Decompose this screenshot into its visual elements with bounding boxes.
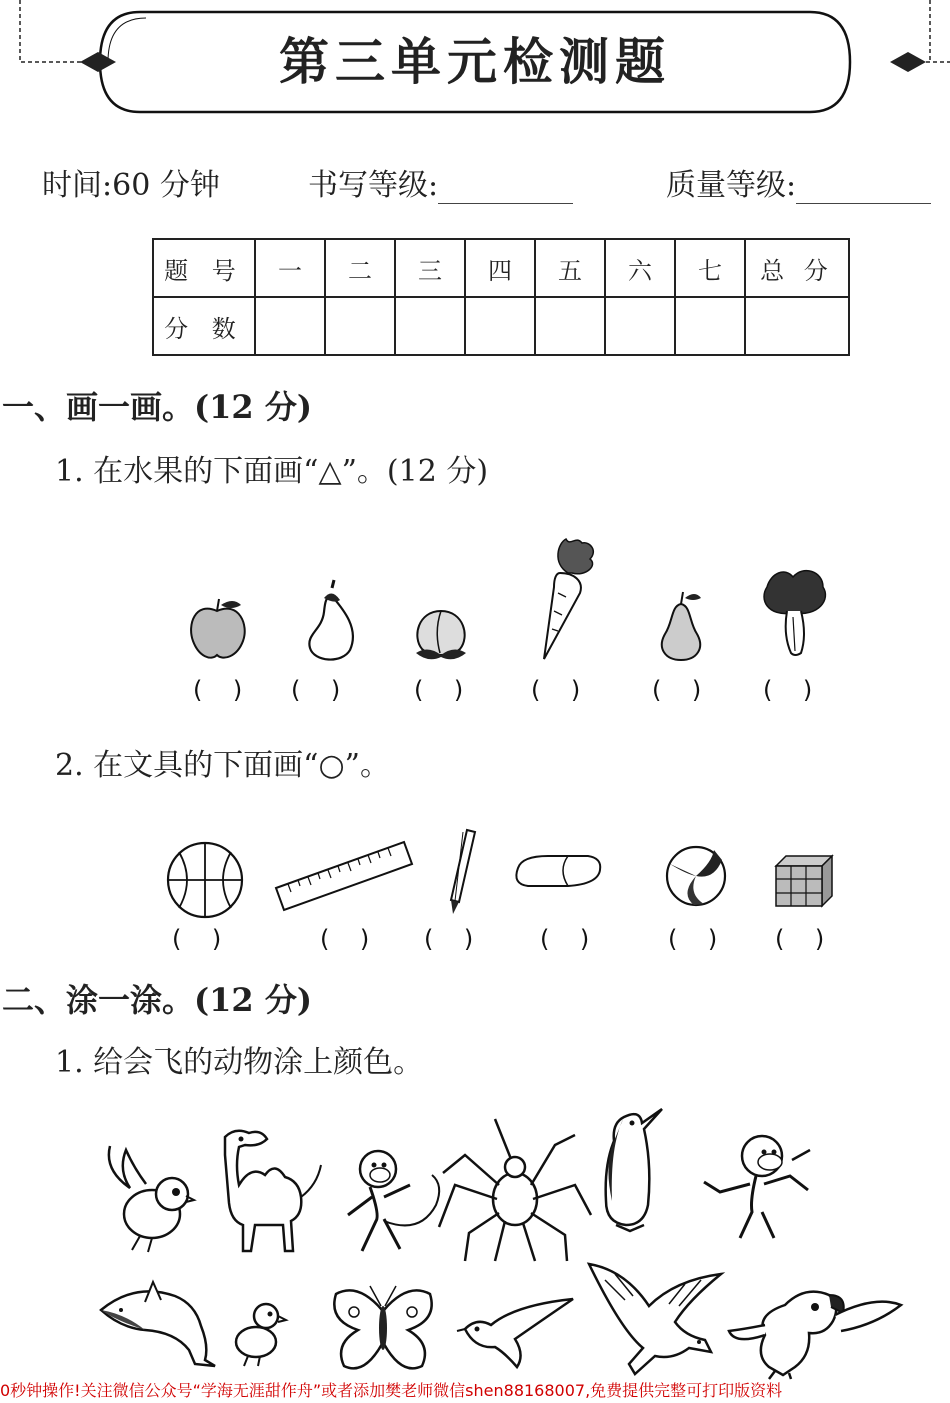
- answer-paren[interactable]: ( ): [193, 676, 243, 704]
- score-table: [152, 238, 850, 356]
- quality-grade-label: [666, 160, 931, 204]
- pear-icon: [655, 590, 710, 662]
- pencil-icon: [445, 826, 480, 916]
- butterfly-icon[interactable]: [328, 1280, 438, 1380]
- score-cell[interactable]: [535, 297, 605, 355]
- footer-watermark: 0秒钟操作!关注微信公众号“学海无涯甜作舟”或者添加樊老师微信shen88168007,免费提供完整可打印版资料: [0, 1381, 783, 1400]
- score-cell[interactable]: [255, 297, 325, 355]
- section1-q1: 1. 在水果的下面画“△”。(12 分): [55, 454, 489, 489]
- answer-paren[interactable]: ( ): [320, 925, 370, 953]
- answer-paren[interactable]: ( ): [291, 676, 341, 704]
- writing-grade-blank[interactable]: [438, 202, 573, 204]
- score-table-row-label: 分 数: [153, 297, 255, 355]
- carrot-icon: [530, 533, 605, 663]
- score-cell[interactable]: [465, 297, 535, 355]
- bird-icon[interactable]: [100, 1140, 195, 1255]
- eagle-icon[interactable]: [585, 1260, 725, 1380]
- penguin-icon[interactable]: [600, 1105, 665, 1235]
- monkey-icon[interactable]: [340, 1145, 450, 1260]
- spinach-icon: [757, 565, 832, 660]
- score-cell[interactable]: [395, 297, 465, 355]
- writing-grade-text: 书写等级:: [308, 168, 439, 203]
- score-col-header: 七: [675, 239, 745, 297]
- score-col-header: 四: [465, 239, 535, 297]
- chick-icon[interactable]: [228, 1300, 288, 1370]
- score-col-header: 六: [605, 239, 675, 297]
- dolphin-icon[interactable]: [95, 1280, 220, 1370]
- camel-icon[interactable]: [205, 1125, 325, 1260]
- score-col-header: 一: [255, 239, 325, 297]
- basketball-icon: [165, 840, 245, 920]
- eggplant-icon: [302, 578, 362, 663]
- page-title: 第三单元检测题: [279, 33, 671, 91]
- score-col-header: 总 分: [745, 239, 849, 297]
- ruler-icon: [272, 836, 417, 916]
- score-table-score-row: [153, 297, 849, 355]
- score-table-header-row: [153, 239, 849, 297]
- answer-paren[interactable]: ( ): [424, 925, 474, 953]
- monkey-icon[interactable]: [700, 1130, 815, 1245]
- time-label: 时间:60 分钟: [42, 168, 220, 203]
- swallow-icon[interactable]: [455, 1295, 580, 1375]
- score-col-header: 二: [325, 239, 395, 297]
- score-cell[interactable]: [675, 297, 745, 355]
- score-table-row-label: 题 号: [153, 239, 255, 297]
- peach-icon: [410, 603, 472, 663]
- quality-grade-text: 质量等级:: [666, 168, 797, 203]
- answer-paren[interactable]: ( ): [652, 676, 702, 704]
- quality-grade-blank[interactable]: [796, 202, 931, 204]
- section2-q1: 1. 给会飞的动物涂上颜色。: [55, 1045, 424, 1080]
- cube-icon: [772, 852, 838, 910]
- volleyball-icon: [664, 844, 728, 908]
- answer-paren[interactable]: ( ): [540, 925, 590, 953]
- section1-heading: 一、画一画。(12 分): [2, 388, 312, 426]
- score-col-header: 三: [395, 239, 465, 297]
- apple-icon: [185, 595, 250, 665]
- answer-paren[interactable]: ( ): [531, 676, 581, 704]
- spider-icon[interactable]: [435, 1115, 595, 1265]
- answer-paren[interactable]: ( ): [668, 925, 718, 953]
- parrot-icon[interactable]: [725, 1275, 905, 1380]
- score-cell[interactable]: [605, 297, 675, 355]
- answer-paren[interactable]: ( ): [763, 676, 813, 704]
- eraser-icon: [508, 850, 606, 894]
- score-col-header: 五: [535, 239, 605, 297]
- score-cell[interactable]: [745, 297, 849, 355]
- title-banner: [0, 0, 950, 130]
- section1-q2: 2. 在文具的下面画“○”。: [55, 748, 391, 783]
- section2-heading: 二、涂一涂。(12 分): [2, 981, 312, 1019]
- score-cell[interactable]: [325, 297, 395, 355]
- answer-paren[interactable]: ( ): [172, 925, 222, 953]
- writing-grade-label: [308, 160, 573, 204]
- answer-paren[interactable]: ( ): [775, 925, 825, 953]
- answer-paren[interactable]: ( ): [414, 676, 464, 704]
